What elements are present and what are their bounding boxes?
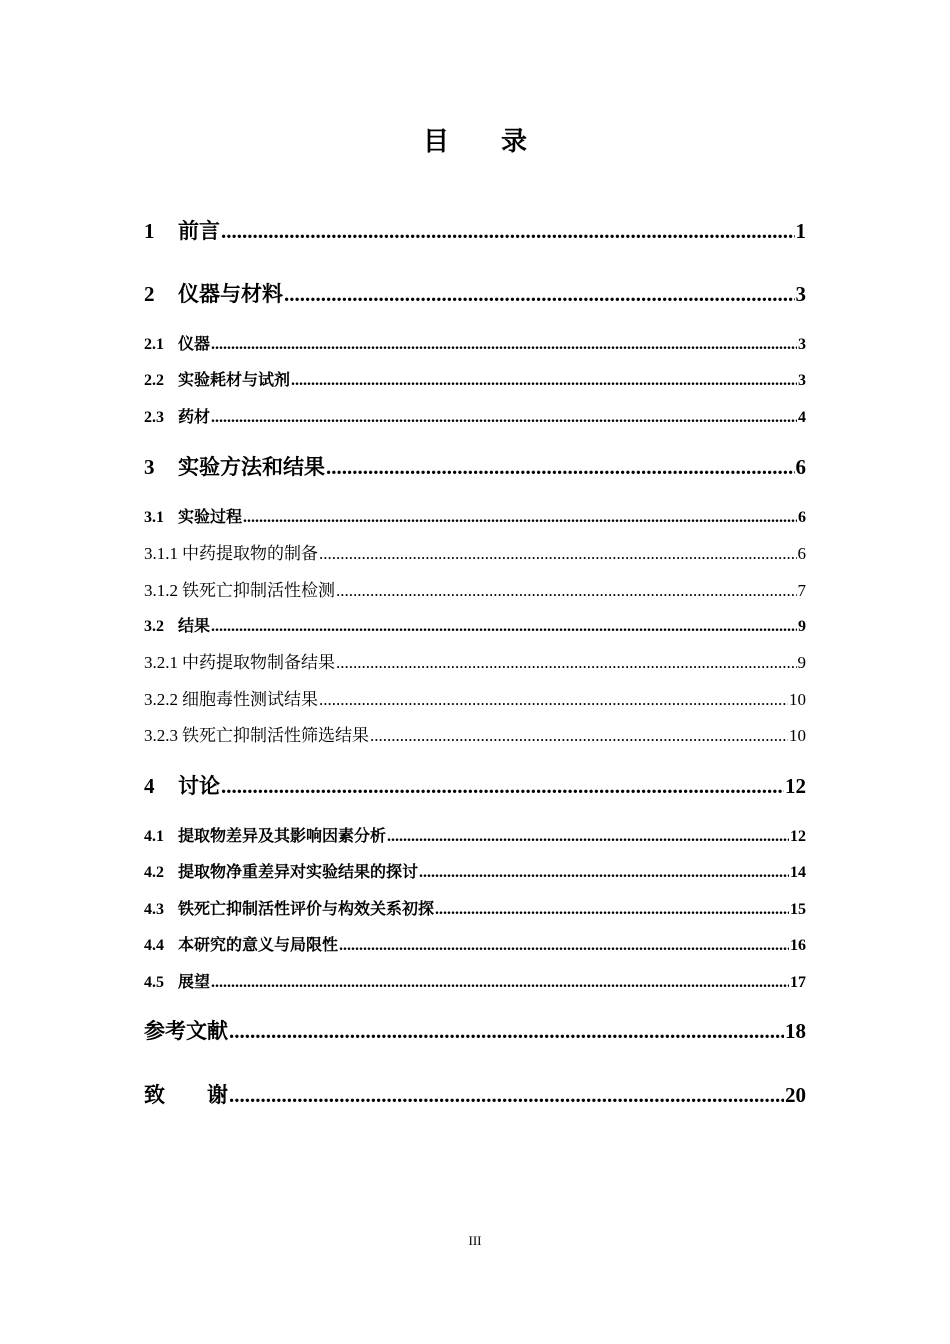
toc-entry-number: 1 [144,219,155,243]
toc-entry-number: 3.2 [144,618,164,635]
toc-entry-page: 20 [785,1083,806,1107]
toc-entry-number: 2.3 [144,409,164,426]
toc-entry-number: 3.1 [144,509,164,526]
toc-entry-page: 6 [797,544,806,563]
toc-entry-number: 2 [144,282,155,306]
toc-entry-4-3[interactable] [144,898,806,922]
toc-entry-page: 15 [790,901,806,918]
toc-entry-label: 实验方法和结果 [178,455,325,479]
toc-entry-acknowledgements[interactable] [144,1080,806,1110]
toc-entry-page: 12 [785,774,806,798]
toc-dot-leader [319,542,797,566]
toc-entry-number: 3.1.1 [144,544,178,563]
toc-entry-label: 致 谢 [144,1083,228,1107]
toc-entry-page: 14 [790,864,806,881]
toc-dot-leader [284,279,795,309]
toc-entry-label: 药材 [178,409,211,426]
toc-dot-leader [319,688,788,712]
toc-entry-number: 4.5 [144,974,164,991]
toc-entry-3-2-3[interactable] [144,724,806,748]
page-title: 目 录 [422,127,527,156]
toc-entry-3-2-2[interactable] [144,688,806,712]
toc-dot-leader [229,1080,784,1110]
toc-entry-4[interactable] [144,771,806,801]
toc-entry-page: 12 [790,828,806,845]
toc-entry-2-1[interactable] [144,333,806,357]
toc-entry-1[interactable] [144,216,806,246]
toc-entry-number: 4.3 [144,901,164,918]
toc-dot-leader [221,771,784,801]
toc-entry-label: 仪器 [178,336,211,353]
toc-entry-label: 展望 [178,974,211,991]
toc-entry-number: 3.2.2 [144,690,178,709]
toc-dot-leader [211,615,797,639]
toc-entry-number: 4.1 [144,828,164,845]
toc-entry-page: 10 [789,726,806,745]
toc-entry-page: 18 [785,1019,806,1043]
toc-entry-number: 2.2 [144,372,164,389]
toc-entry-4-1[interactable] [144,825,806,849]
toc-entry-page: 7 [797,581,806,600]
toc-entry-4-5[interactable] [144,971,806,995]
toc-dot-leader [336,579,797,603]
toc-entry-number: 3.1.2 [144,581,178,600]
toc-entry-4-4[interactable] [144,934,806,958]
toc-entry-label: 前言 [178,219,220,243]
toc-entry-2[interactable] [144,279,806,309]
toc-dot-leader [435,898,789,922]
toc-entry-label: 仪器与材料 [178,282,283,306]
toc-entry-page: 6 [798,509,806,526]
toc-entry-page: 3 [795,282,806,306]
toc-entry-page: 4 [798,409,806,426]
toc-entry-label: 参考文献 [144,1019,228,1043]
toc-entry-references[interactable] [144,1016,806,1046]
toc-entry-number: 2.1 [144,336,164,353]
toc-entry-label: 结果 [178,618,211,635]
toc-entry-4-2[interactable] [144,861,806,885]
toc-entry-label: 提取物净重差异对实验结果的探讨 [178,864,419,881]
toc-entry-label: 铁死亡抑制活性筛选结果 [182,726,369,745]
toc-entry-label: 实验耗材与试剂 [178,372,291,389]
toc-entry-number: 3.2.1 [144,653,178,672]
toc-entry-label: 讨论 [178,774,220,798]
toc-dot-leader [211,406,797,430]
toc-entry-number: 3.2.3 [144,726,178,745]
toc-dot-leader [370,724,788,748]
toc-entry-2-2[interactable] [144,369,806,393]
toc-dot-leader [291,369,797,393]
toc-entry-page: 1 [795,219,806,243]
toc-entry-page: 16 [790,937,806,954]
toc-entry-number: 4 [144,774,155,798]
toc-entry-3-2[interactable] [144,615,806,639]
toc-entry-label: 提取物差异及其影响因素分析 [178,828,387,845]
toc-entry-page: 17 [790,974,806,991]
toc-entry-page: 9 [798,618,806,635]
toc-entry-label: 实验过程 [178,509,243,526]
toc-dot-leader [221,216,795,246]
toc-entry-label: 铁死亡抑制活性检测 [182,581,335,600]
page-number: III [468,1233,482,1248]
toc-entry-label: 本研究的意义与局限性 [178,937,339,954]
toc-dot-leader [326,452,795,482]
toc-dot-leader [243,506,797,530]
toc-entry-label: 中药提取物的制备 [182,544,318,563]
toc-entry-2-3[interactable] [144,406,806,430]
toc-entry-number: 3 [144,455,155,479]
toc-entry-label: 铁死亡抑制活性评价与构效关系初探 [178,901,435,918]
toc-entry-label: 中药提取物制备结果 [182,653,335,672]
toc-dot-leader [339,934,789,958]
toc-dot-leader [229,1016,784,1046]
toc-entry-3-2-1[interactable] [144,651,806,675]
toc-entry-3-1[interactable] [144,506,806,530]
toc-entry-page: 6 [795,455,806,479]
toc-dot-leader [211,971,789,995]
toc-entry-3[interactable] [144,452,806,482]
toc-entry-number: 4.2 [144,864,164,881]
toc-entry-3-1-1[interactable] [144,542,806,566]
toc-entry-page: 3 [798,372,806,389]
toc-entry-page: 10 [789,690,806,709]
toc-entry-number: 4.4 [144,937,164,954]
toc-dot-leader [211,333,797,357]
toc-entry-page: 3 [798,336,806,353]
toc-entry-label: 细胞毒性测试结果 [182,690,318,709]
toc-dot-leader [336,651,797,675]
toc-dot-leader [419,861,789,885]
toc-entry-3-1-2[interactable] [144,579,806,603]
toc-entry-page: 9 [797,653,806,672]
toc-dot-leader [387,825,789,849]
